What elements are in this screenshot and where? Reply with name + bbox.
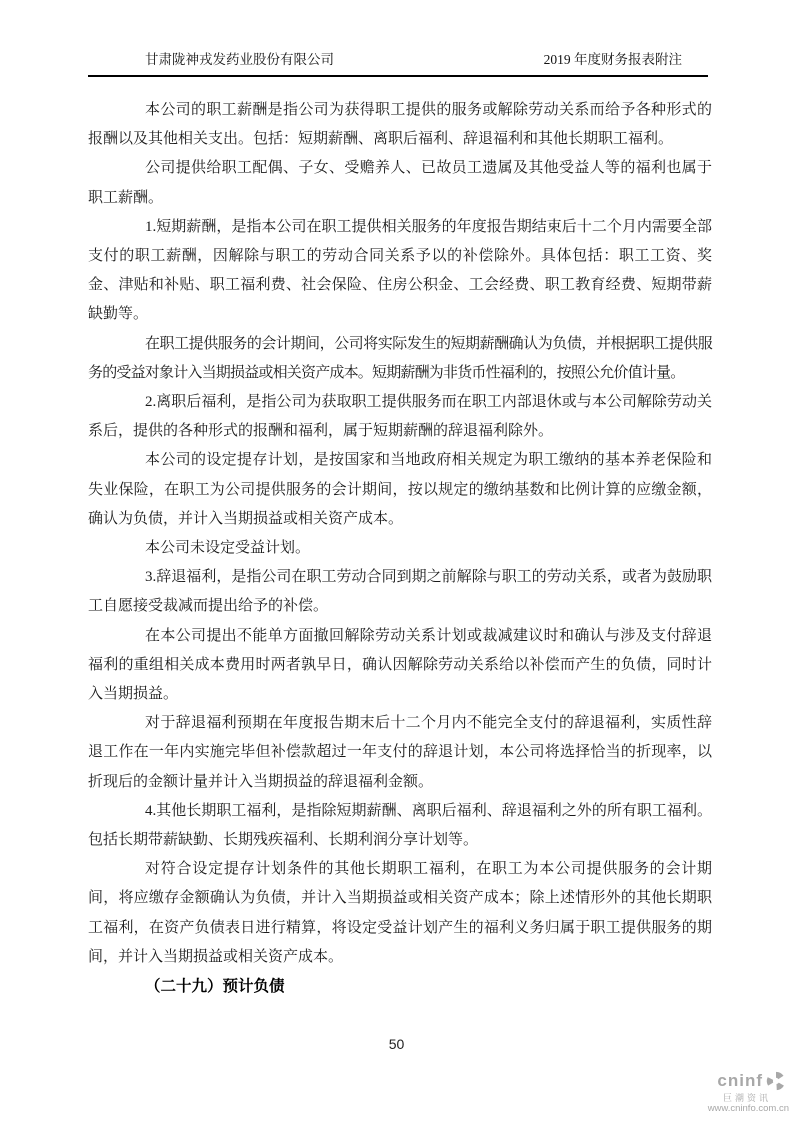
company-name: 甘肃陇神戎发药业股份有限公司	[145, 52, 334, 67]
document-title: 2019 年度财务报表附注	[543, 52, 682, 67]
paragraph: 1.短期薪酬，是指本公司在职工提供相关服务的年度报告期结束后十二个月内需要全部支付的职工薪酬，因解除与职工的劳动合同关系予以的补偿除外。具体包括：职工工资、奖金、津贴和补贴、职工福利费、社会保险、住房公积金、工会经费、职工教育经费、短期带薪缺勤等。	[88, 218, 712, 323]
paragraph: 4.其他长期职工福利，是指除短期薪酬、离职后福利、辞退福利之外的所有职工福利。包括长期带薪缺勤、长期残疾福利、长期利润分享计划等。	[88, 802, 712, 849]
paragraph: 本公司未设定受益计划。	[145, 540, 311, 557]
paragraph: 本公司的职工薪酬是指公司为获得职工提供的服务或解除劳动关系而给予各种形式的报酬以及其他相关支出。包括：短期薪酬、离职后福利、辞退福利和其他长期职工福利。	[88, 102, 712, 148]
document-body	[88, 96, 712, 1001]
paragraph: 3.辞退福利，是指公司在职工劳动合同到期之前解除与职工的劳动关系，或者为鼓励职工自愿接受裁减而提出给予的补偿。	[88, 569, 712, 615]
paragraph: 本公司的设定提存计划，是按国家和当地政府相关规定为职工缴纳的基本养老保险和失业保险，在职工为公司提供服务的会计期间，按以规定的缴纳基数和比例计算的应缴金额，确认为负债，并计入当期损益或相关资产成本。	[88, 452, 712, 527]
cninfo-brand-text: cninf	[717, 1071, 763, 1091]
cninfo-watermark	[679, 1070, 789, 1115]
page-header	[88, 48, 708, 77]
section-heading: （二十九）预计负债	[145, 978, 285, 996]
paragraph: 对于辞退福利预期在年度报告期末后十二个月内不能完全支付的辞退福利，实质性辞退工作在一年内实施完毕但补偿款超过一年支付的辞退计划，本公司将选择恰当的折现率，以折现后的金额计量并计入当期损益的辞退福利金额。	[88, 715, 712, 790]
paragraph: 对符合设定提存计划条件的其他长期职工福利，在职工为本公司提供服务的会计期间，将应缴存金额确认为负债，并计入当期损益或相关资产成本；除上述情形外的其他长期职工福利，在资产负债表日进行精算，将设定受益计划产生的福利义务归属于职工提供服务的期间，并计入当期损益或相关资产成本。	[88, 861, 712, 965]
paragraph: 在本公司提出不能单方面撤回解除劳动关系计划或裁减建议时和确认与涉及支付辞退福利的重组相关成本费用时两者孰早日，确认因解除劳动关系给以补偿而产生的负债，同时计入当期损益。	[88, 627, 712, 703]
paragraph: 在职工提供服务的会计期间，公司将实际发生的短期薪酬确认为负债，并根据职工提供服务的受益对象计入当期损益或相关资产成本。短期薪酬为非货币性福利的，按照公允价值计量。	[88, 335, 712, 381]
page-number: 50	[388, 1036, 405, 1052]
cninfo-brand-row	[679, 1070, 789, 1092]
cninfo-cn-name: 巨潮资讯	[722, 1093, 771, 1103]
paragraph: 公司提供给职工配偶、子女、受赡养人、已故员工遗属及其他受益人等的福利也属于职工薪酬。	[88, 160, 712, 206]
cninfo-swirl-icon	[765, 1070, 787, 1092]
cninfo-url: www.cninfo.com.cn	[707, 1103, 789, 1115]
paragraph: 2.离职后福利，是指公司为获取职工提供服务而在职工内部退休或与本公司解除劳动关系后，提供的各种形式的报酬和福利，属于短期薪酬的辞退福利除外。	[88, 394, 712, 440]
